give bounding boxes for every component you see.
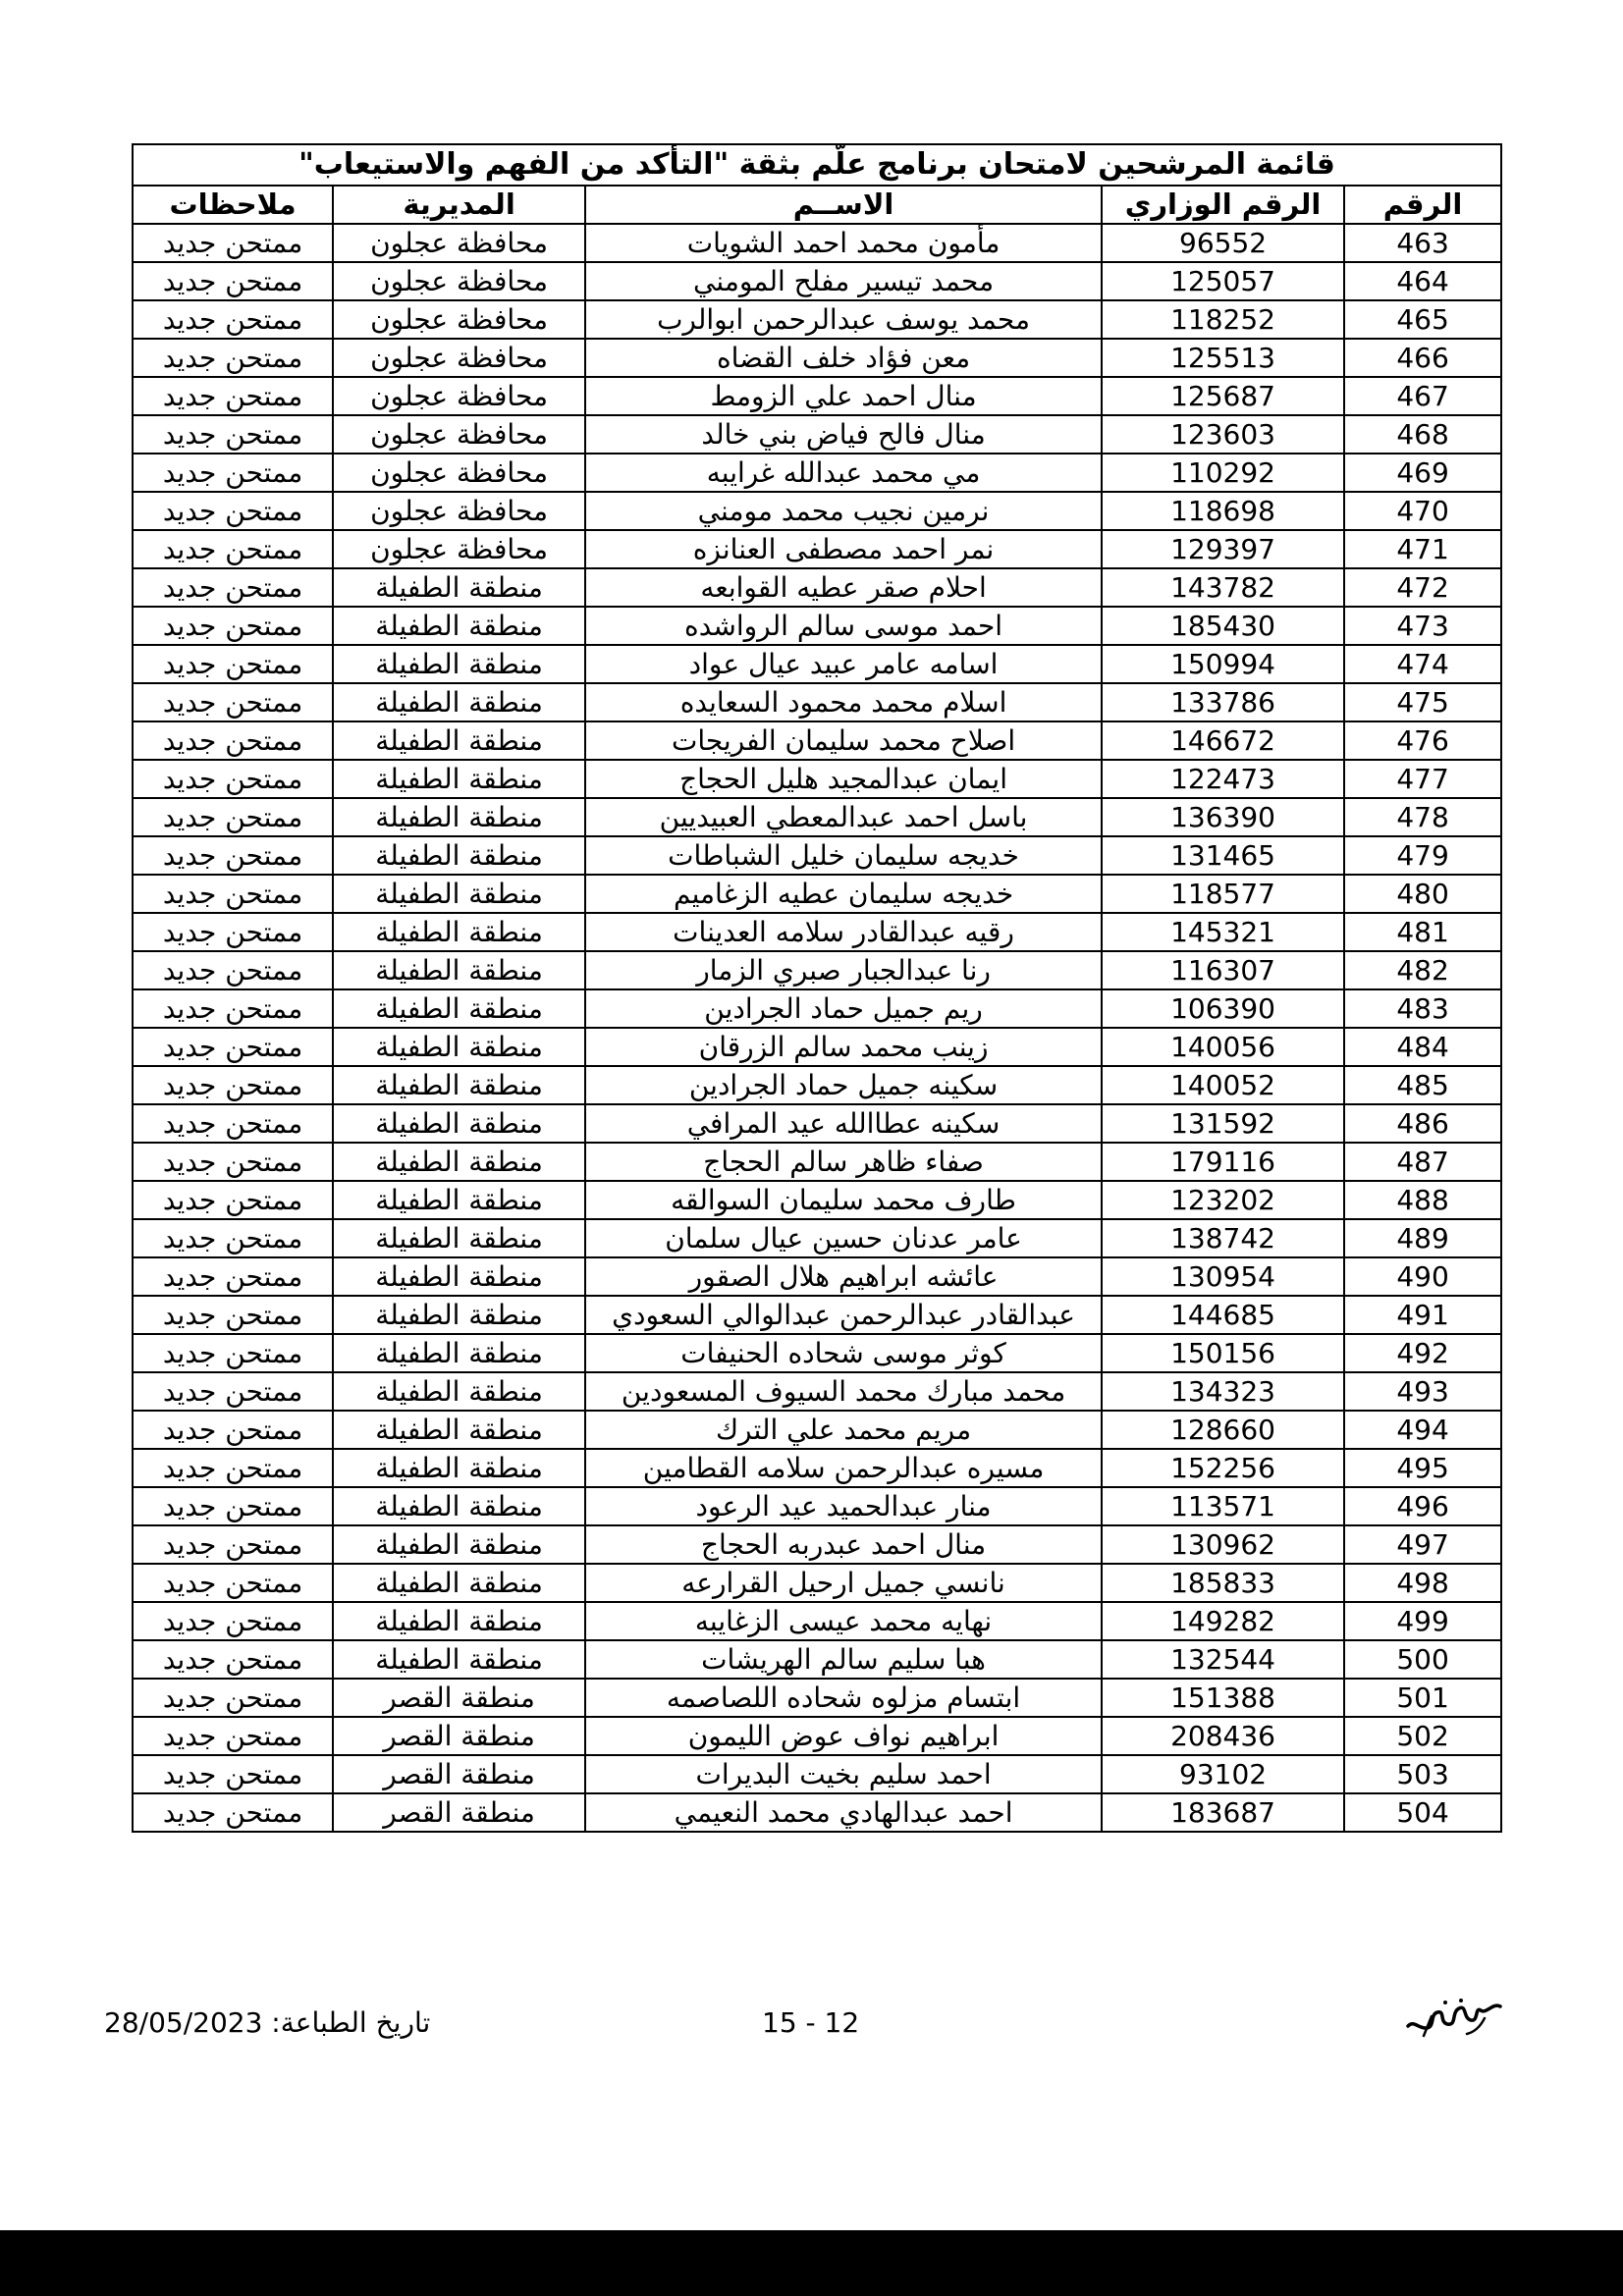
table-row bbox=[133, 1602, 1501, 1640]
cell-ministry-number: 106390 bbox=[1102, 989, 1344, 1028]
cell-ministry-number: 151388 bbox=[1102, 1679, 1344, 1717]
header-number: الرقم bbox=[1344, 186, 1501, 224]
table-row bbox=[133, 530, 1501, 568]
table-row bbox=[133, 568, 1501, 607]
header-notes: ملاحظات bbox=[133, 186, 333, 224]
table-row bbox=[133, 951, 1501, 989]
cell-notes: ممتحن جديد bbox=[133, 989, 333, 1028]
cell-notes: ممتحن جديد bbox=[133, 951, 333, 989]
cell-name: اسلام محمد محمود السعايده bbox=[585, 683, 1102, 721]
header-name: الاســم bbox=[585, 186, 1102, 224]
cell-number: 490 bbox=[1344, 1257, 1501, 1296]
table-row bbox=[133, 1411, 1501, 1449]
cell-notes: ممتحن جديد bbox=[133, 1487, 333, 1525]
cell-directorate: منطقة الطفيلة bbox=[333, 913, 585, 951]
cell-number: 477 bbox=[1344, 760, 1501, 798]
table-title: قائمة المرشحين لامتحان برنامج علّم بثقة "التأكد من الفهم والاستيعاب" bbox=[133, 144, 1501, 186]
table-row bbox=[133, 1793, 1501, 1832]
cell-number: 475 bbox=[1344, 683, 1501, 721]
cell-name: ايمان عبدالمجيد هليل الحجاج bbox=[585, 760, 1102, 798]
cell-ministry-number: 130962 bbox=[1102, 1525, 1344, 1564]
cell-number: 467 bbox=[1344, 377, 1501, 415]
cell-directorate: منطقة القصر bbox=[333, 1793, 585, 1832]
cell-number: 492 bbox=[1344, 1334, 1501, 1372]
cell-number: 469 bbox=[1344, 454, 1501, 492]
table-row bbox=[133, 989, 1501, 1028]
cell-name: ابراهيم نواف عوض الليمون bbox=[585, 1717, 1102, 1755]
cell-ministry-number: 146672 bbox=[1102, 721, 1344, 760]
cell-ministry-number: 96552 bbox=[1102, 224, 1344, 262]
cell-ministry-number: 128660 bbox=[1102, 1411, 1344, 1449]
cell-name: ريم جميل حماد الجرادين bbox=[585, 989, 1102, 1028]
cell-ministry-number: 113571 bbox=[1102, 1487, 1344, 1525]
cell-ministry-number: 125687 bbox=[1102, 377, 1344, 415]
cell-directorate: منطقة الطفيلة bbox=[333, 1564, 585, 1602]
table-title-row bbox=[133, 144, 1501, 186]
cell-name: مريم محمد علي الترك bbox=[585, 1411, 1102, 1449]
cell-number: 482 bbox=[1344, 951, 1501, 989]
cell-number: 470 bbox=[1344, 492, 1501, 530]
cell-number: 465 bbox=[1344, 300, 1501, 339]
cell-name: محمد يوسف عبدالرحمن ابوالرب bbox=[585, 300, 1102, 339]
cell-ministry-number: 123603 bbox=[1102, 415, 1344, 454]
cell-number: 484 bbox=[1344, 1028, 1501, 1066]
cell-ministry-number: 122473 bbox=[1102, 760, 1344, 798]
cell-directorate: منطقة الطفيلة bbox=[333, 1449, 585, 1487]
cell-notes: ممتحن جديد bbox=[133, 1793, 333, 1832]
cell-name: منال احمد عبدربه الحجاج bbox=[585, 1525, 1102, 1564]
cell-name: منال احمد علي الزومط bbox=[585, 377, 1102, 415]
table-row bbox=[133, 300, 1501, 339]
cell-ministry-number: 183687 bbox=[1102, 1793, 1344, 1832]
table-row bbox=[133, 607, 1501, 645]
cell-name: زينب محمد سالم الزرقان bbox=[585, 1028, 1102, 1066]
cell-directorate: محافظة عجلون bbox=[333, 454, 585, 492]
cell-ministry-number: 140056 bbox=[1102, 1028, 1344, 1066]
cell-ministry-number: 118577 bbox=[1102, 875, 1344, 913]
table-row bbox=[133, 377, 1501, 415]
cell-notes: ممتحن جديد bbox=[133, 300, 333, 339]
page-number: 15 - 12 bbox=[762, 2006, 860, 2039]
cell-number: 494 bbox=[1344, 1411, 1501, 1449]
table-row bbox=[133, 1487, 1501, 1525]
cell-name: كوثر موسى شحاده الحنيفات bbox=[585, 1334, 1102, 1372]
signature-image bbox=[1402, 1993, 1510, 2052]
table-row bbox=[133, 1717, 1501, 1755]
cell-name: خديجه سليمان عطيه الزغاميم bbox=[585, 875, 1102, 913]
cell-directorate: منطقة الطفيلة bbox=[333, 607, 585, 645]
cell-number: 488 bbox=[1344, 1181, 1501, 1219]
cell-notes: ممتحن جديد bbox=[133, 1219, 333, 1257]
header-ministry-number: الرقم الوزاري bbox=[1102, 186, 1344, 224]
cell-directorate: منطقة الطفيلة bbox=[333, 1411, 585, 1449]
cell-number: 481 bbox=[1344, 913, 1501, 951]
cell-directorate: محافظة عجلون bbox=[333, 530, 585, 568]
table-row bbox=[133, 1449, 1501, 1487]
cell-ministry-number: 149282 bbox=[1102, 1602, 1344, 1640]
table-row bbox=[133, 683, 1501, 721]
cell-number: 463 bbox=[1344, 224, 1501, 262]
cell-name: منار عبدالحميد عيد الرعود bbox=[585, 1487, 1102, 1525]
cell-ministry-number: 118252 bbox=[1102, 300, 1344, 339]
cell-name: احمد سليم بخيت البديرات bbox=[585, 1755, 1102, 1793]
cell-ministry-number: 179116 bbox=[1102, 1143, 1344, 1181]
cell-notes: ممتحن جديد bbox=[133, 530, 333, 568]
table-row bbox=[133, 262, 1501, 300]
cell-directorate: منطقة الطفيلة bbox=[333, 1640, 585, 1679]
cell-ministry-number: 125057 bbox=[1102, 262, 1344, 300]
cell-number: 502 bbox=[1344, 1717, 1501, 1755]
cell-directorate: منطقة الطفيلة bbox=[333, 989, 585, 1028]
table-row bbox=[133, 1640, 1501, 1679]
cell-notes: ممتحن جديد bbox=[133, 913, 333, 951]
cell-notes: ممتحن جديد bbox=[133, 683, 333, 721]
cell-directorate: منطقة الطفيلة bbox=[333, 1066, 585, 1104]
cell-number: 497 bbox=[1344, 1525, 1501, 1564]
table-row bbox=[133, 1296, 1501, 1334]
cell-ministry-number: 134323 bbox=[1102, 1372, 1344, 1411]
cell-number: 501 bbox=[1344, 1679, 1501, 1717]
cell-name: نرمين نجيب محمد مومني bbox=[585, 492, 1102, 530]
cell-number: 466 bbox=[1344, 339, 1501, 377]
table-row bbox=[133, 454, 1501, 492]
table-row bbox=[133, 1334, 1501, 1372]
candidates-table bbox=[132, 143, 1502, 1833]
scan-border-bar bbox=[0, 2230, 1623, 2296]
cell-notes: ممتحن جديد bbox=[133, 415, 333, 454]
cell-number: 483 bbox=[1344, 989, 1501, 1028]
cell-name: رنا عبدالجبار صبري الزمار bbox=[585, 951, 1102, 989]
cell-notes: ممتحن جديد bbox=[133, 1181, 333, 1219]
cell-directorate: منطقة الطفيلة bbox=[333, 1181, 585, 1219]
cell-directorate: منطقة الطفيلة bbox=[333, 568, 585, 607]
cell-number: 486 bbox=[1344, 1104, 1501, 1143]
cell-directorate: منطقة الطفيلة bbox=[333, 1104, 585, 1143]
cell-name: رقيه عبدالقادر سلامه العدينات bbox=[585, 913, 1102, 951]
table-row bbox=[133, 224, 1501, 262]
cell-ministry-number: 131592 bbox=[1102, 1104, 1344, 1143]
cell-ministry-number: 140052 bbox=[1102, 1066, 1344, 1104]
cell-ministry-number: 133786 bbox=[1102, 683, 1344, 721]
cell-directorate: منطقة الطفيلة bbox=[333, 1219, 585, 1257]
cell-ministry-number: 129397 bbox=[1102, 530, 1344, 568]
cell-directorate: منطقة الطفيلة bbox=[333, 721, 585, 760]
table-row bbox=[133, 1564, 1501, 1602]
table-header-row bbox=[133, 186, 1501, 224]
cell-ministry-number: 130954 bbox=[1102, 1257, 1344, 1296]
cell-name: احمد عبدالهادي محمد النعيمي bbox=[585, 1793, 1102, 1832]
table-row bbox=[133, 1066, 1501, 1104]
cell-name: سكينه عطاالله عيد المرافي bbox=[585, 1104, 1102, 1143]
table-row bbox=[133, 913, 1501, 951]
cell-notes: ممتحن جديد bbox=[133, 262, 333, 300]
cell-number: 468 bbox=[1344, 415, 1501, 454]
cell-name: مي محمد عبدالله غرايبه bbox=[585, 454, 1102, 492]
table-row bbox=[133, 645, 1501, 683]
cell-name: نانسي جميل ارحيل القرارعه bbox=[585, 1564, 1102, 1602]
cell-directorate: منطقة القصر bbox=[333, 1755, 585, 1793]
cell-ministry-number: 118698 bbox=[1102, 492, 1344, 530]
cell-directorate: منطقة الطفيلة bbox=[333, 1296, 585, 1334]
cell-directorate: محافظة عجلون bbox=[333, 300, 585, 339]
cell-ministry-number: 185833 bbox=[1102, 1564, 1344, 1602]
cell-number: 504 bbox=[1344, 1793, 1501, 1832]
cell-notes: ممتحن جديد bbox=[133, 454, 333, 492]
cell-directorate: منطقة الطفيلة bbox=[333, 1487, 585, 1525]
cell-number: 476 bbox=[1344, 721, 1501, 760]
cell-name: احلام صقر عطيه القوابعه bbox=[585, 568, 1102, 607]
cell-notes: ممتحن جديد bbox=[133, 1564, 333, 1602]
cell-ministry-number: 131465 bbox=[1102, 836, 1344, 875]
cell-notes: ممتحن جديد bbox=[133, 377, 333, 415]
cell-notes: ممتحن جديد bbox=[133, 492, 333, 530]
cell-name: هبا سليم سالم الهريشات bbox=[585, 1640, 1102, 1679]
cell-notes: ممتحن جديد bbox=[133, 1525, 333, 1564]
table-row bbox=[133, 1755, 1501, 1793]
cell-directorate: منطقة الطفيلة bbox=[333, 683, 585, 721]
cell-notes: ممتحن جديد bbox=[133, 339, 333, 377]
cell-number: 464 bbox=[1344, 262, 1501, 300]
header-directorate: المديرية bbox=[333, 186, 585, 224]
cell-number: 503 bbox=[1344, 1755, 1501, 1793]
cell-number: 489 bbox=[1344, 1219, 1501, 1257]
cell-ministry-number: 132544 bbox=[1102, 1640, 1344, 1679]
cell-notes: ممتحن جديد bbox=[133, 1372, 333, 1411]
cell-directorate: محافظة عجلون bbox=[333, 224, 585, 262]
table-row bbox=[133, 1181, 1501, 1219]
cell-notes: ممتحن جديد bbox=[133, 1717, 333, 1755]
cell-directorate: محافظة عجلون bbox=[333, 377, 585, 415]
cell-directorate: منطقة الطفيلة bbox=[333, 836, 585, 875]
cell-notes: ممتحن جديد bbox=[133, 645, 333, 683]
cell-name: سكينه جميل حماد الجرادين bbox=[585, 1066, 1102, 1104]
cell-ministry-number: 93102 bbox=[1102, 1755, 1344, 1793]
cell-ministry-number: 125513 bbox=[1102, 339, 1344, 377]
cell-notes: ممتحن جديد bbox=[133, 224, 333, 262]
table-row bbox=[133, 1143, 1501, 1181]
cell-notes: ممتحن جديد bbox=[133, 607, 333, 645]
table-row bbox=[133, 339, 1501, 377]
cell-notes: ممتحن جديد bbox=[133, 1028, 333, 1066]
cell-name: نهايه محمد عيسى الزغايبه bbox=[585, 1602, 1102, 1640]
cell-number: 496 bbox=[1344, 1487, 1501, 1525]
cell-notes: ممتحن جديد bbox=[133, 1143, 333, 1181]
cell-directorate: منطقة الطفيلة bbox=[333, 1334, 585, 1372]
cell-directorate: منطقة الطفيلة bbox=[333, 1602, 585, 1640]
cell-number: 493 bbox=[1344, 1372, 1501, 1411]
cell-number: 473 bbox=[1344, 607, 1501, 645]
cell-name: محمد تيسير مفلح المومني bbox=[585, 262, 1102, 300]
table-row bbox=[133, 1219, 1501, 1257]
cell-notes: ممتحن جديد bbox=[133, 1602, 333, 1640]
cell-notes: ممتحن جديد bbox=[133, 760, 333, 798]
cell-number: 500 bbox=[1344, 1640, 1501, 1679]
cell-directorate: منطقة الطفيلة bbox=[333, 1028, 585, 1066]
table-row bbox=[133, 1372, 1501, 1411]
print-date: تاريخ الطباعة: 28/05/2023 bbox=[104, 2006, 431, 2039]
cell-notes: ممتحن جديد bbox=[133, 836, 333, 875]
cell-directorate: منطقة الطفيلة bbox=[333, 1257, 585, 1296]
cell-ministry-number: 116307 bbox=[1102, 951, 1344, 989]
table-row bbox=[133, 875, 1501, 913]
cell-directorate: محافظة عجلون bbox=[333, 339, 585, 377]
cell-ministry-number: 208436 bbox=[1102, 1717, 1344, 1755]
table-row bbox=[133, 1257, 1501, 1296]
cell-name: محمد مبارك محمد السيوف المسعودين bbox=[585, 1372, 1102, 1411]
cell-name: احمد موسى سالم الرواشده bbox=[585, 607, 1102, 645]
cell-ministry-number: 152256 bbox=[1102, 1449, 1344, 1487]
cell-ministry-number: 144685 bbox=[1102, 1296, 1344, 1334]
cell-number: 474 bbox=[1344, 645, 1501, 683]
cell-number: 498 bbox=[1344, 1564, 1501, 1602]
cell-directorate: منطقة القصر bbox=[333, 1679, 585, 1717]
cell-directorate: منطقة الطفيلة bbox=[333, 1372, 585, 1411]
table-row bbox=[133, 760, 1501, 798]
cell-directorate: منطقة الطفيلة bbox=[333, 760, 585, 798]
cell-notes: ممتحن جديد bbox=[133, 1755, 333, 1793]
table-row bbox=[133, 1104, 1501, 1143]
cell-notes: ممتحن جديد bbox=[133, 1296, 333, 1334]
cell-ministry-number: 150156 bbox=[1102, 1334, 1344, 1372]
cell-directorate: محافظة عجلون bbox=[333, 415, 585, 454]
cell-directorate: منطقة الطفيلة bbox=[333, 645, 585, 683]
cell-notes: ممتحن جديد bbox=[133, 798, 333, 836]
cell-name: باسل احمد عبدالمعطي العبيديين bbox=[585, 798, 1102, 836]
table-body bbox=[133, 224, 1501, 1832]
cell-number: 495 bbox=[1344, 1449, 1501, 1487]
cell-directorate: منطقة القصر bbox=[333, 1717, 585, 1755]
signature-icon bbox=[1402, 1993, 1510, 2048]
cell-ministry-number: 145321 bbox=[1102, 913, 1344, 951]
cell-number: 491 bbox=[1344, 1296, 1501, 1334]
cell-number: 472 bbox=[1344, 568, 1501, 607]
cell-ministry-number: 138742 bbox=[1102, 1219, 1344, 1257]
cell-name: ابتسام مزلوه شحاده اللصاصمه bbox=[585, 1679, 1102, 1717]
cell-name: عبدالقادر عبدالرحمن عبدالوالي السعودي bbox=[585, 1296, 1102, 1334]
cell-name: نمر احمد مصطفى العنانزه bbox=[585, 530, 1102, 568]
cell-ministry-number: 110292 bbox=[1102, 454, 1344, 492]
cell-notes: ممتحن جديد bbox=[133, 1640, 333, 1679]
cell-number: 499 bbox=[1344, 1602, 1501, 1640]
cell-directorate: منطقة الطفيلة bbox=[333, 1525, 585, 1564]
cell-notes: ممتحن جديد bbox=[133, 1066, 333, 1104]
cell-name: اصلاح محمد سليمان الفريجات bbox=[585, 721, 1102, 760]
cell-notes: ممتحن جديد bbox=[133, 1449, 333, 1487]
cell-name: منال فالح فياض بني خالد bbox=[585, 415, 1102, 454]
cell-name: عائشه ابراهيم هلال الصقور bbox=[585, 1257, 1102, 1296]
cell-notes: ممتحن جديد bbox=[133, 568, 333, 607]
table-row bbox=[133, 1679, 1501, 1717]
cell-directorate: منطقة الطفيلة bbox=[333, 951, 585, 989]
table-row bbox=[133, 721, 1501, 760]
cell-number: 478 bbox=[1344, 798, 1501, 836]
cell-number: 479 bbox=[1344, 836, 1501, 875]
table-row bbox=[133, 415, 1501, 454]
cell-name: معن فؤاد خلف القضاه bbox=[585, 339, 1102, 377]
cell-ministry-number: 185430 bbox=[1102, 607, 1344, 645]
cell-name: اسامه عامر عبيد عيال عواد bbox=[585, 645, 1102, 683]
table-row bbox=[133, 798, 1501, 836]
cell-ministry-number: 150994 bbox=[1102, 645, 1344, 683]
cell-number: 487 bbox=[1344, 1143, 1501, 1181]
cell-number: 485 bbox=[1344, 1066, 1501, 1104]
cell-ministry-number: 136390 bbox=[1102, 798, 1344, 836]
cell-directorate: محافظة عجلون bbox=[333, 262, 585, 300]
cell-notes: ممتحن جديد bbox=[133, 1679, 333, 1717]
cell-directorate: منطقة الطفيلة bbox=[333, 1143, 585, 1181]
cell-directorate: منطقة الطفيلة bbox=[333, 875, 585, 913]
cell-notes: ممتحن جديد bbox=[133, 1104, 333, 1143]
cell-notes: ممتحن جديد bbox=[133, 1257, 333, 1296]
cell-name: مأمون محمد احمد الشويات bbox=[585, 224, 1102, 262]
cell-notes: ممتحن جديد bbox=[133, 1334, 333, 1372]
cell-number: 471 bbox=[1344, 530, 1501, 568]
cell-notes: ممتحن جديد bbox=[133, 875, 333, 913]
cell-ministry-number: 123202 bbox=[1102, 1181, 1344, 1219]
table-row bbox=[133, 836, 1501, 875]
cell-name: مسيره عبدالرحمن سلامه القطامين bbox=[585, 1449, 1102, 1487]
cell-number: 480 bbox=[1344, 875, 1501, 913]
table-row bbox=[133, 1525, 1501, 1564]
cell-directorate: منطقة الطفيلة bbox=[333, 798, 585, 836]
cell-name: صفاء ظاهر سالم الحجاج bbox=[585, 1143, 1102, 1181]
cell-notes: ممتحن جديد bbox=[133, 1411, 333, 1449]
cell-name: خديجه سليمان خليل الشباطات bbox=[585, 836, 1102, 875]
cell-notes: ممتحن جديد bbox=[133, 721, 333, 760]
cell-name: طارف محمد سليمان السوالقه bbox=[585, 1181, 1102, 1219]
cell-ministry-number: 143782 bbox=[1102, 568, 1344, 607]
table-row bbox=[133, 492, 1501, 530]
cell-name: عامر عدنان حسين عيال سلمان bbox=[585, 1219, 1102, 1257]
table-row bbox=[133, 1028, 1501, 1066]
cell-directorate: محافظة عجلون bbox=[333, 492, 585, 530]
